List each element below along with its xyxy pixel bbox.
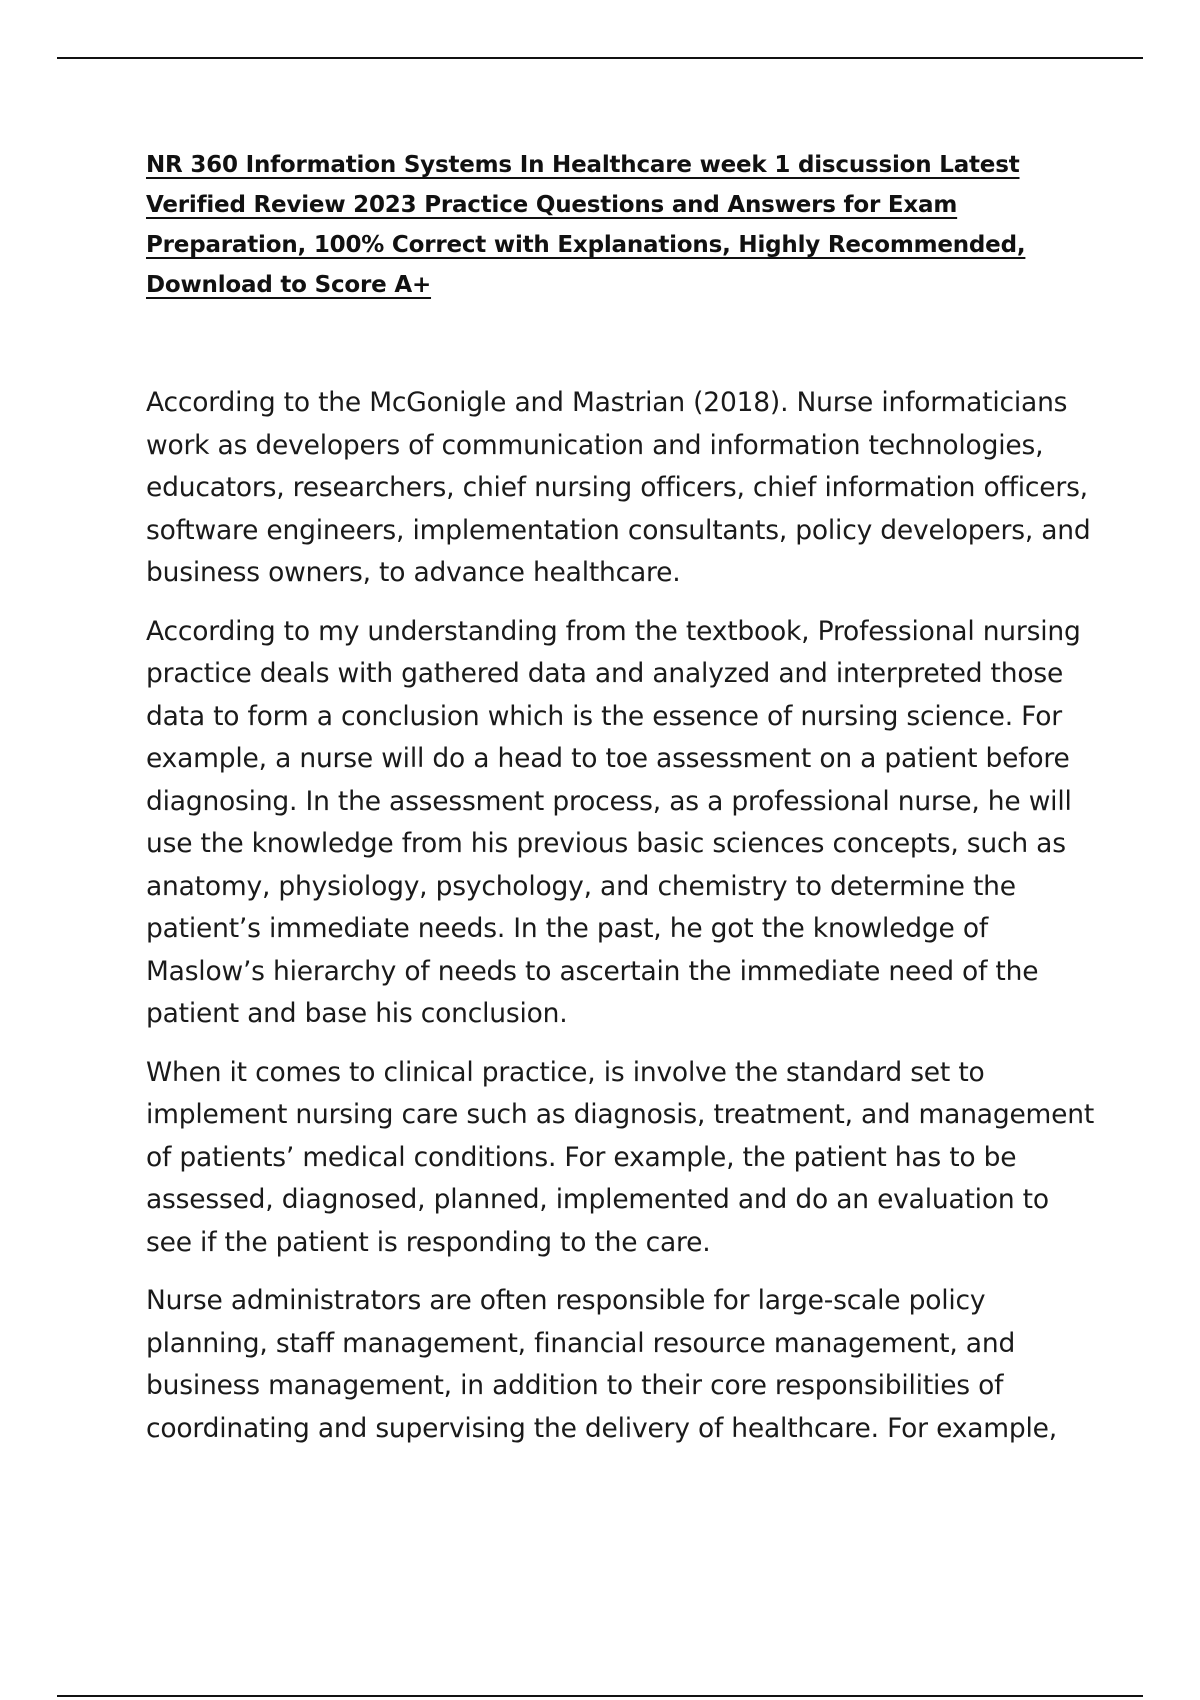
paragraph-1: According to the McGonigle and Mastrian (2018). Nurse informaticians work as developers of communication and information technologies, educators, researchers, chief nursing officers, chief information officers, software engineers, implementation consultants, policy developers, and business owners, to advance healthcare. [146, 387, 1091, 588]
paragraph-4: Nurse administrators are often responsible for large-scale policy planning, staff management, financial resource management, and business management, in addition to their core responsibilities of coordinating and supervising the delivery of healthcare. For example, [146, 1285, 1057, 1444]
paragraph-2: According to my understanding from the textbook, Professional nursing practice deals with gathered data and analyzed and interpreted those data to form a conclusion which is the essence of nursing science. For example, a nurse will do a head to toe assessment on a patient before diagnosing. In the assessment process, as a professional nurse, he will use the knowledge from his previous basic sciences concepts, such as anatomy, physiology, psychology, and chemistry to determine the patient’s immediate needs. In the past, he got the knowledge of Maslow’s hierarchy of needs to ascertain the immediate need of the patient and base his conclusion. [146, 615, 1081, 1029]
document-title: NR 360 Information Systems In Healthcare week 1 discussion Latest Verified Review 2023 Practice Questions and Answers for Exam Preparation, 100% Correct with Explanations, Highly Recommended, Download to Score A+ [146, 152, 1026, 298]
document-body [146, 382, 1096, 1450]
bottom-page-rule [57, 1695, 1143, 1697]
document-page [146, 145, 1096, 1466]
paragraph-3: When it comes to clinical practice, is involve the standard set to implement nursing care such as diagnosis, treatment, and management of patients’ medical conditions. For example, the patient has to be assessed, diagnosed, planned, implemented and do an evaluation to see if the patient is responding to the care. [146, 1056, 1095, 1258]
top-page-rule [57, 57, 1143, 59]
